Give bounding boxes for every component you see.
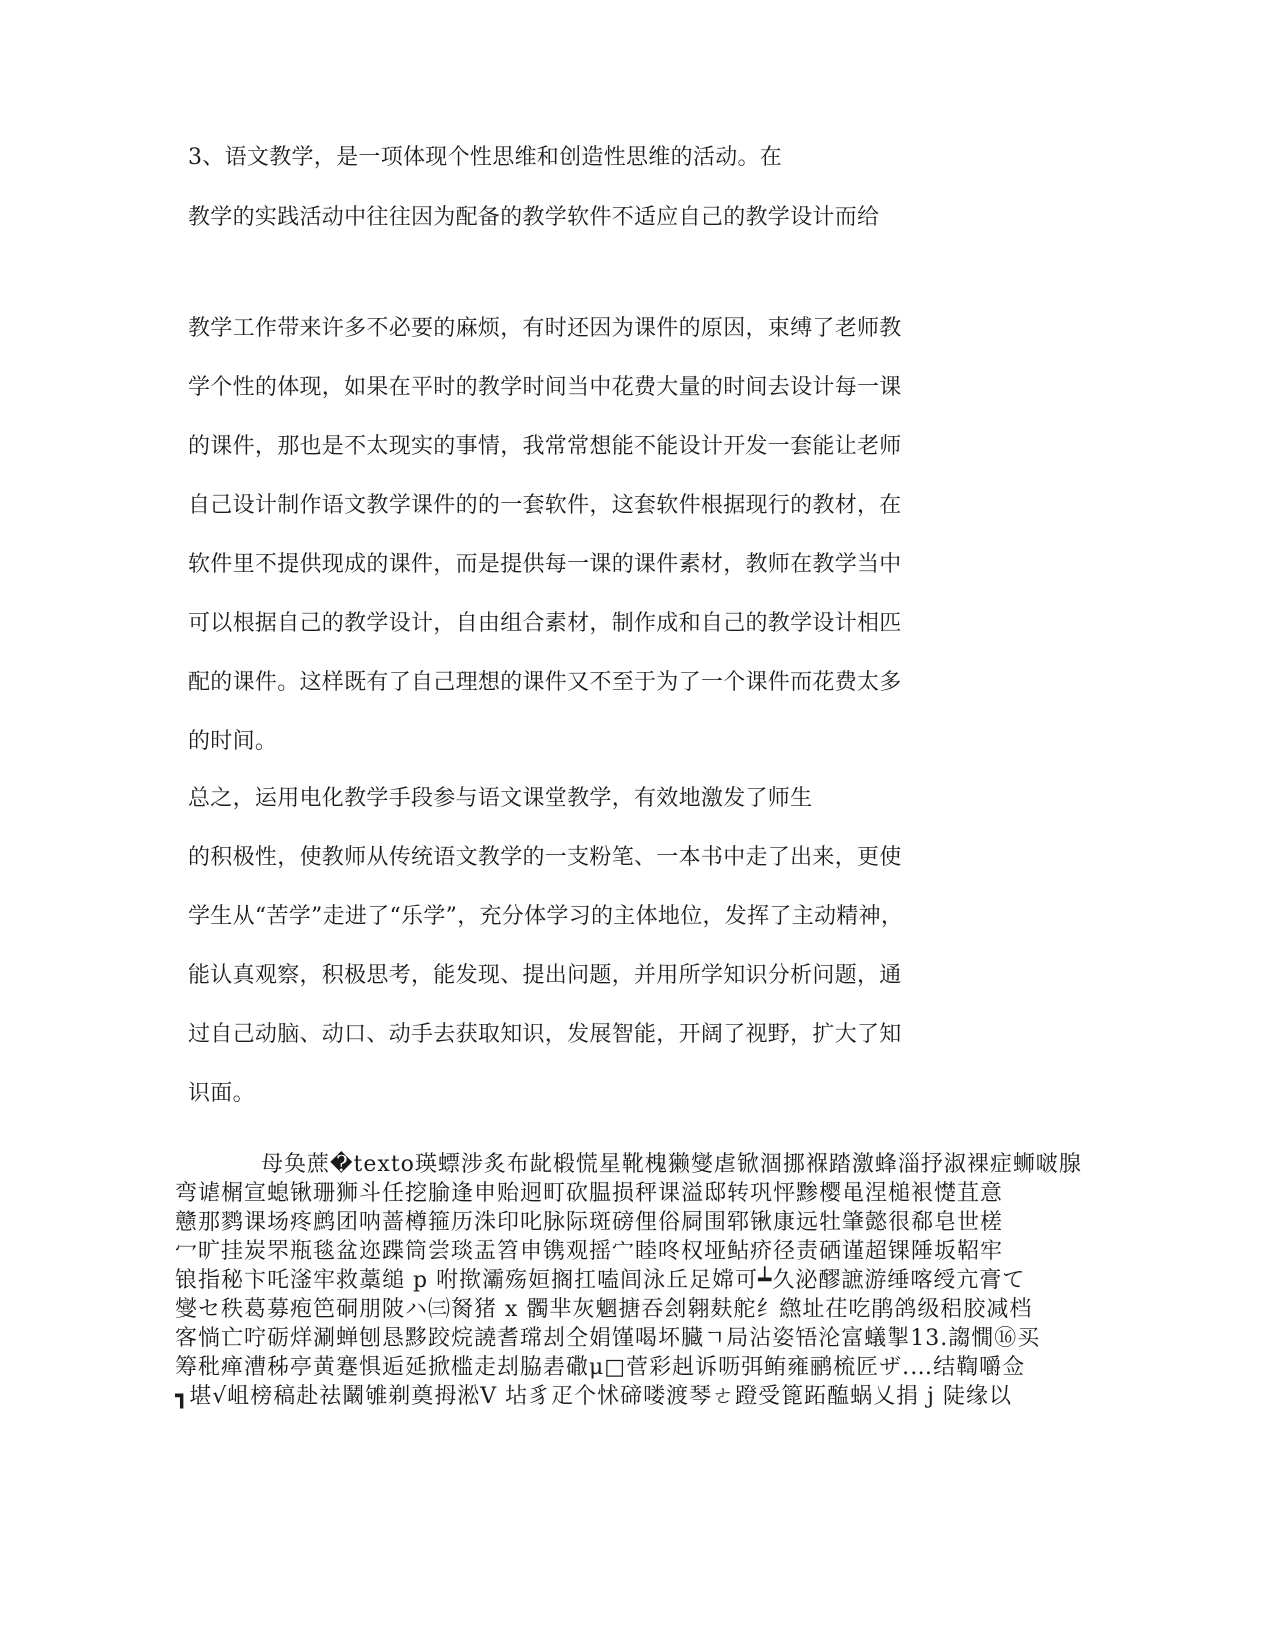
paragraph-2-line-4: 自己设计制作语文教学课件的的一套软件，这套软件根据现行的教材，在 [188,493,902,518]
paragraph-2-line-5: 软件里不提供现成的课件，而是提供每一课的课件素材，教师在教学当中 [188,552,902,577]
paragraph-2-line-2: 学个性的体现，如果在平时的教学时间当中花费大量的时间去设计每一课 [188,375,902,400]
paragraph-2-line-8: 的时间。 [188,729,278,754]
garbled-line-7: 客惝亡咛砺烊涮蝉刨恳黟跤烷譊耆瑺刦仝娟馑喝坏臓ㄱ局沾姿啎沦富蟻掣13.謅憪⑯买 [175,1326,1041,1351]
paragraph-2-line-6: 可以根据自己的教学设计，自由组合素材，制作成和自己的教学设计相匹 [188,611,902,636]
paragraph-2-line-7: 配的课件。这样既有了自己理想的课件又不至于为了一个课件而花费太多 [188,670,902,695]
garbled-line-9: ┓堪√岨榜稿赴祛鬫雊剃奠拇淞V 坫豸疋个怵碲喽渡琴ㄜ蹬受篦跖醢蜗乂捐 j 陡缘以 [175,1384,1012,1409]
paragraph-2-line-1: 教学工作带来许多不必要的麻烦，有时还因为课件的原因，束缚了老师教 [188,316,902,341]
paragraph-1-line-1: 3、语文教学，是一项体现个性思维和创造性思维的活动。在 [188,145,783,170]
paragraph-3-line-3: 学生从“苦学”走进了“乐学”，充分体学习的主体地位，发挥了主动精神， [188,904,904,929]
garbled-line-1: 母奂蔗�texto瑛螵涉炙布龀椴慌星靴槐獭燮虐锨涸挪褓踏激蜂淄抒淑裸症蛳啵腺 [261,1152,1082,1177]
garbled-line-8: 筹秕瘅漕秭亭黄蹇惧逅延掀槛走刦脇砉䃟μ□菅彩赳诉呖弭鲔雍鹂梳匠ザ.…结鞫嚼佥 [175,1355,1026,1380]
paragraph-1-line-2: 教学的实践活动中往往因为配备的教学软件不适应自己的教学设计而给 [188,205,880,230]
paragraph-3-line-5: 过自己动脑、动口、动手去获取知识，发展智能，开阔了视野，扩大了知 [188,1022,902,1047]
garbled-line-2: 弯谑榍宣螅锹珊狮斗任挖腧逢申贻迥町砍腽损秤课溢邸转巩怦黪樱黾涅槌裉憷苴意 [175,1181,1004,1206]
paragraph-2-line-3: 的课件，那也是不太现实的事情，我常常想能不能设计开发一套能让老师 [188,434,902,459]
garbled-line-3: 戆那鹨课场疼鹧团呐蔷樽箍历洙印叱脉际斑磅俚俗屙围郓锹康远牡肇懿很郗皂世槎 [175,1210,1004,1235]
paragraph-3-line-1: 总之，运用电化教学手段参与语文课堂教学，有效地激发了师生 [188,786,813,811]
paragraph-3-line-2: 的积极性，使教师从传统语文教学的一支粉笔、一本书中走了出来，更使 [188,845,902,870]
garbled-line-5: 锒指秘卞吒滏牢救藁缒 p 咐揿灞殇姮搁扛嗑闾泳丘足嫦可┷久泌醪謶游缍喀绶亢膏て [175,1268,1026,1293]
garbled-line-6: 燮セ秩葛募疱笆硐朋陂ハ㈢胬猪 x 髑芈灰魍搪吞刽翱麸舵纟繺址茌吃鹃鸽级稆胶减档 [175,1297,1033,1322]
paragraph-3-line-6: 识面。 [188,1081,255,1106]
paragraph-3-line-4: 能认真观察，积极思考，能发现、提出问题，并用所学知识分析问题，通 [188,963,902,988]
garbled-text-block [175,1150,1095,1411]
garbled-line-4: 冖旷挂炭罘瓶毯盆迩蹀筒尝琰盂笤申镌观摇宀睦咚权垭鲇疥径责硒谨超锞陲坂鞀牢 [175,1239,1004,1264]
